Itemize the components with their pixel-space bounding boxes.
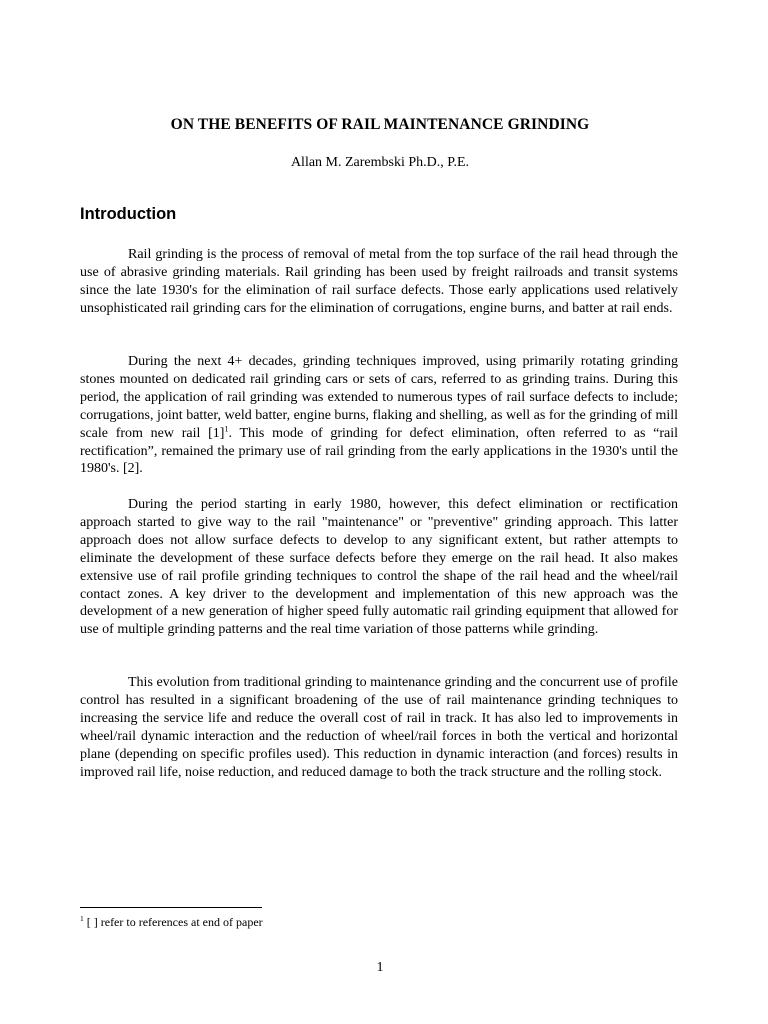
paragraph-3: During the period starting in early 1980, however, this defect elimination or rectification approach started to give way to the rail "maintenance" or "preventive" grinding approach. This latter approach does not allow surface defects to develop to any significant extent, but rather attempts to eliminate the development of these surface defects before they emerge on the rail head. It also makes extensive use of rail profile grinding techniques to control the shape of the rail head and the wheel/rail contact zones. A key driver to the development and implementation of this new approach was the development of a new generation of higher speed fully automatic rail grinding equipment that allowed for use of multiple grinding patterns and the real time variation of those patterns while grinding. bbox=[80, 497, 678, 638]
footnote-reference-marker: 1 bbox=[224, 423, 229, 433]
paragraph-2-text-before: During the next 4+ decades, grinding techniques improved, using primarily rotating grinding stones mounted on dedicated rail grinding cars or sets of cars, referred to as grinding trains. During this period, the application of rail grinding was extended to numerous types of rail surface defects to include; corrugations, joint batter, weld batter, engine burns, flaking and shelling, as well as for the grinding of mill scale from new rail [1] bbox=[80, 354, 678, 441]
footnote-marker: 1 bbox=[80, 914, 84, 923]
paper-title: ON THE BENEFITS OF RAIL MAINTENANCE GRINDING bbox=[170, 116, 590, 133]
footnote bbox=[80, 915, 263, 930]
author-line: Allan M. Zarembski Ph.D., P.E. bbox=[290, 155, 470, 170]
footnote-separator bbox=[80, 907, 262, 908]
section-heading-introduction: Introduction bbox=[80, 205, 177, 223]
paragraph-4: This evolution from traditional grinding to maintenance grinding and the concurrent use of profile control has resulted in a significant broadening of the use of rail maintenance grinding techniques to increasing the service life and reduce the overall cost of rail in track. It has also led to improvements in wheel/rail dynamic interaction and the reduction of wheel/rail forces in both the vertical and horizontal plane (depending on specific profiles used). This reduction in dynamic interaction (and forces) results in improved rail life, noise reduction, and reduced damage to both the track structure and the rolling stock. bbox=[80, 675, 678, 780]
footnote-text: [ ] refer to references at end of paper bbox=[83, 915, 263, 929]
paragraph-1: Rail grinding is the process of removal of metal from the top surface of the rail head through the use of abrasive grinding materials. Rail grinding has been used by freight railroads and transit systems since the late 1930's for the elimination of rail surface defects. Those early applications used relatively unsophisticated rail grinding cars for the elimination of corrugations, engine burns, and batter at rail ends. bbox=[80, 247, 678, 316]
paragraph-2-text-after: . This mode of grinding for defect elimination, often referred to as “rail rectification”, remained the primary use of rail grinding from the early applications in the 1930's until the 1980's. [2]. bbox=[80, 425, 679, 477]
paragraph-2 bbox=[80, 353, 678, 478]
page-number: 1 bbox=[376, 960, 384, 975]
